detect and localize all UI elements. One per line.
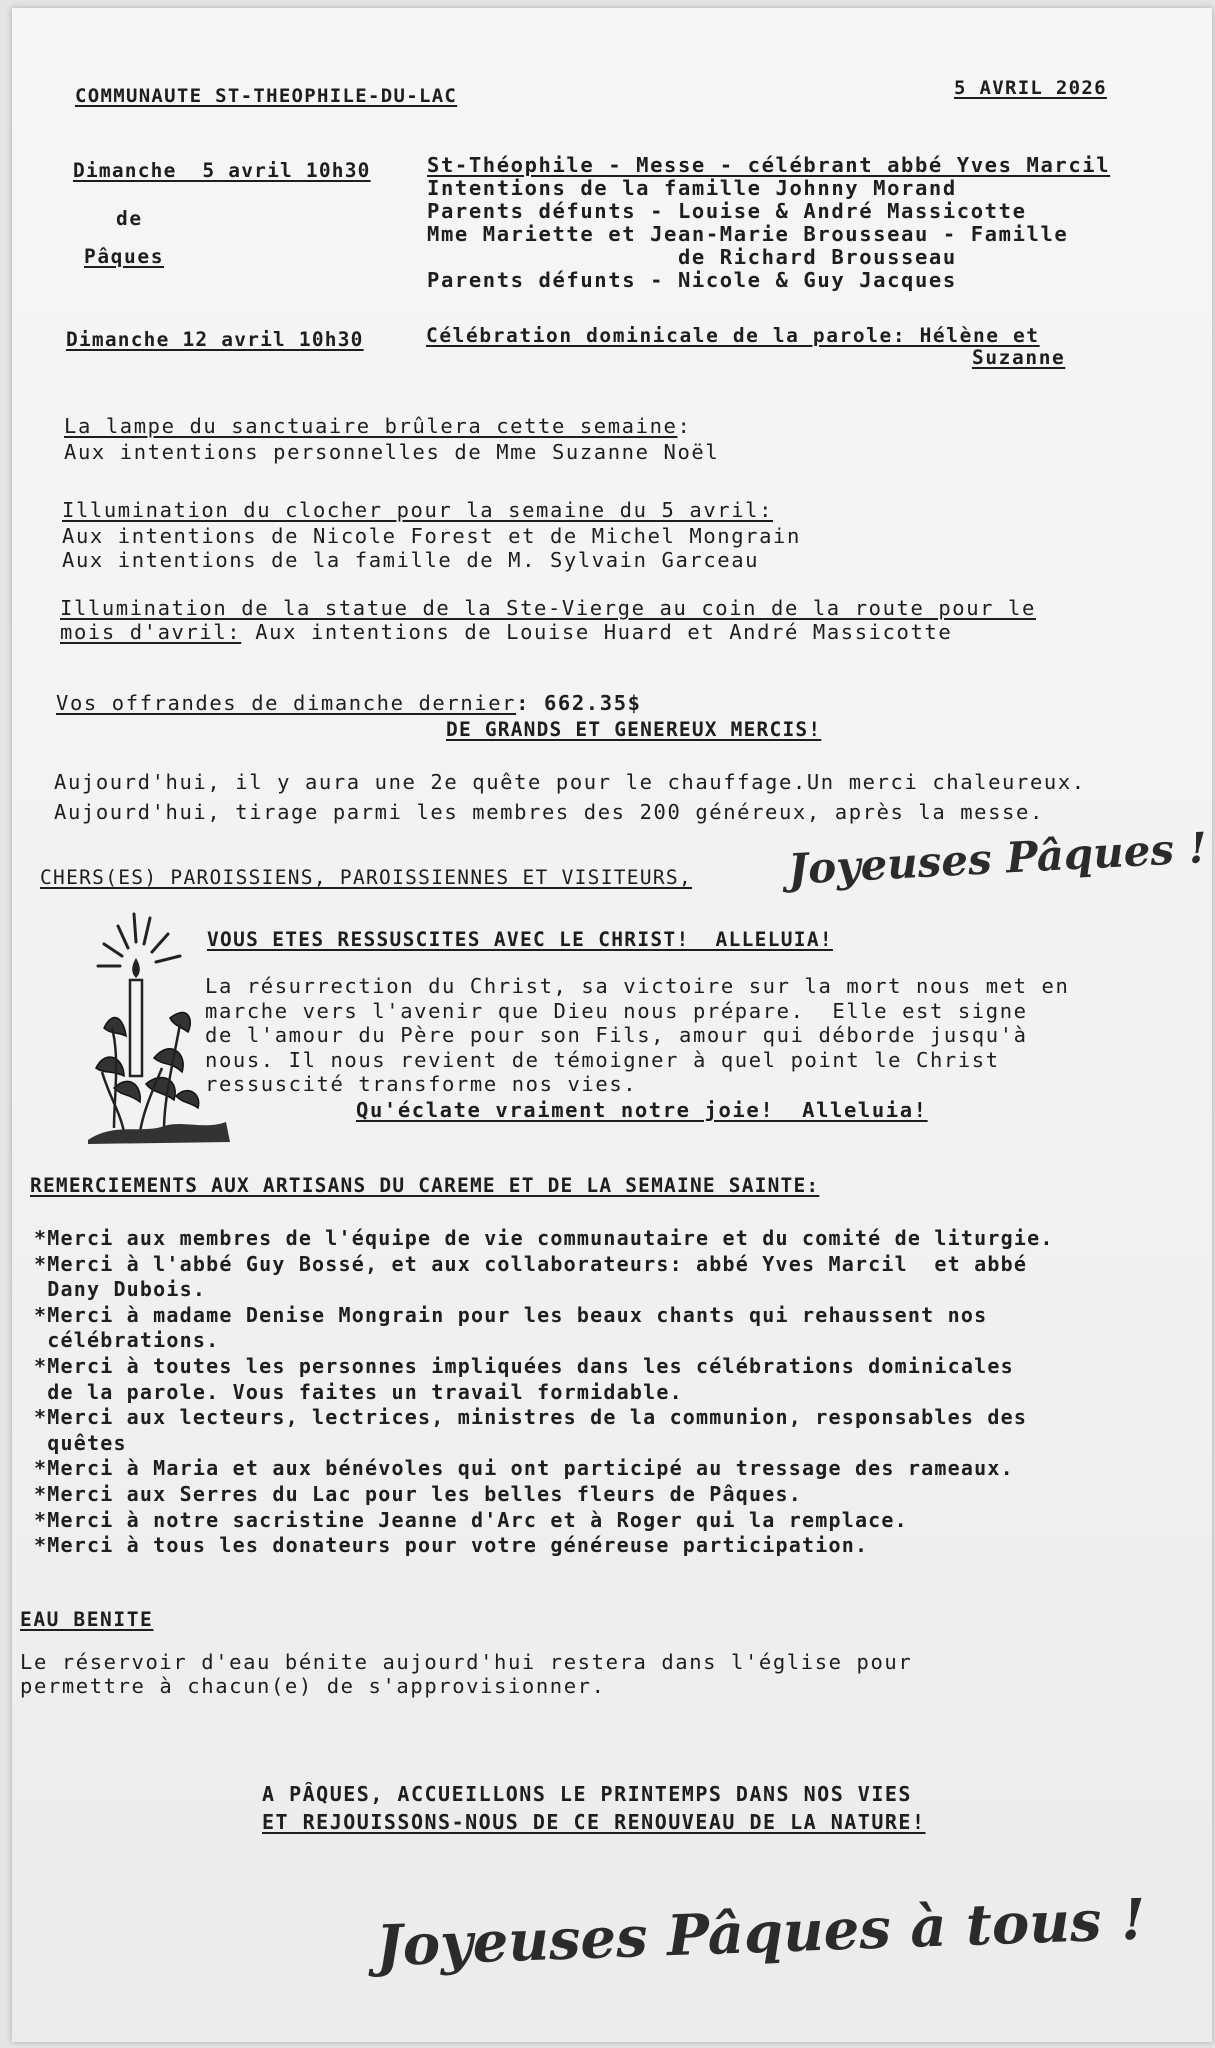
easter-line: Intentions de la famille Johnny Morand [427, 176, 957, 200]
lamp-colon: : [677, 414, 692, 438]
easter-de: de [116, 207, 143, 230]
bell-tower-title: Illumination du clocher pour la semaine du 5 avril: [62, 498, 774, 522]
thanks-item: Dany Dubois. [34, 1277, 207, 1302]
thanks-list [34, 1226, 1054, 1559]
easter-paques: Pâques [84, 245, 165, 268]
community-name: COMMUNAUTE ST-THEOPHILE-DU-LAC [75, 85, 458, 107]
next-sunday-text-1: Célébration dominicale de la parole: Hélène et [426, 324, 1040, 347]
resurrection-line: La résurrection du Christ, sa victoire sur la mort nous met en [205, 974, 1070, 998]
lamp-title: La lampe du sanctuaire brûlera cette semaine [64, 414, 678, 438]
next-sunday-text-2: Suzanne [972, 346, 1066, 369]
statue-title-1: Illumination de la statue de la Ste-Vierge au coin de la route pour le [60, 596, 1036, 620]
thanks-item: *Merci à madame Denise Mongrain pour les beaux chants qui rehaussent nos [34, 1302, 988, 1327]
easter-line: St-Théophile - Messe - célébrant abbé Yves Marcil [427, 153, 1111, 177]
thanks-item: *Merci à tous les donateurs pour votre généreuse participation. [34, 1533, 869, 1558]
thanks-item: *Merci à toutes les personnes impliquées dans les célébrations dominicales [34, 1353, 1014, 1378]
resurrection-line: ressuscité transforme nos vies. [205, 1072, 638, 1096]
spring-line-2: ET REJOUISSONS-NOUS DE CE RENOUVEAU DE LA NATURE! [262, 1810, 926, 1834]
thanks-item: de la parole. Vous faites un travail formidable. [34, 1379, 683, 1404]
announcement: Aujourd'hui, tirage parmi les membres des 200 généreux, après la messe. [54, 800, 1044, 824]
easter-line: Parents défunts - Nicole & Guy Jacques [427, 268, 957, 292]
spring-line-1: A PÂQUES, ACCUEILLONS LE PRINTEMPS DANS NOS VIES [262, 1782, 912, 1806]
offerings-row [56, 691, 642, 715]
resurrection-line: de l'amour du Père pour son Fils, amour qui déborde jusqu'à [205, 1023, 1028, 1047]
thanks-title: REMERCIEMENTS AUX ARTISANS DU CAREME ET DE LA SEMAINE SAINTE: [30, 1174, 820, 1197]
lamp-text: Aux intentions personnelles de Mme Suzanne Noël [64, 440, 720, 464]
thanks-item: *Merci aux Serres du Lac pour les belles fleurs de Pâques. [34, 1481, 802, 1506]
statue-title-2: mois d'avril: [60, 620, 242, 644]
holy-water-title: EAU BENITE [20, 1608, 154, 1631]
resurrection-title: VOUS ETES RESSUSCITES AVEC LE CHRIST! ALLELUIA! [207, 928, 833, 951]
statue-row [60, 620, 952, 644]
thanks-item: *Merci aux lecteurs, lectrices, ministres de la communion, responsables des [34, 1405, 1028, 1430]
resurrection-line: marche vers l'avenir que Dieu nous prépare. Elle est signe [205, 998, 1028, 1023]
easter-line: Mme Mariette et Jean-Marie Brousseau - Famille [427, 222, 1069, 246]
thanks-item: quêtes [34, 1430, 127, 1455]
lamp-title-row [64, 414, 691, 438]
easter-mass-details [427, 154, 1110, 292]
bulletin-date: 5 AVRIL 2026 [954, 77, 1107, 99]
footer-script: Joyeuses Pâques à tous ! [375, 1886, 1147, 1980]
holy-water-line: permettre à chacun(e) de s'approvisionner. [20, 1674, 606, 1698]
resurrection-closing: Qu'éclate vraiment notre joie! Alleluia! [356, 1098, 928, 1122]
statue-text: Aux intentions de Louise Huard et André Massicotte [241, 620, 953, 644]
thanks-item: célébrations. [34, 1328, 220, 1353]
holy-water-line: Le réservoir d'eau bénite aujourd'hui restera dans l'église pour [20, 1650, 913, 1674]
offerings-amount: : 662.35$ [516, 691, 642, 715]
resurrection-line: nous. Il nous revient de témoigner à quel point le Christ [205, 1047, 1000, 1072]
offerings-label: Vos offrandes de dimanche dernier [56, 691, 517, 715]
resurrection-text [205, 974, 1069, 1097]
easter-date: Dimanche 5 avril 10h30 [73, 159, 371, 182]
bell-tower-line: Aux intentions de Nicole Forest et de Michel Mongrain [62, 524, 801, 548]
easter-line: de Richard Brousseau [427, 245, 957, 269]
greeting-script: Joyeuses Pâques ! [787, 823, 1209, 894]
thanks-item: *Merci à Maria et aux bénévoles qui ont participé au tressage des rameaux. [34, 1456, 1014, 1481]
offerings-thanks: DE GRANDS ET GENEREUX MERCIS! [446, 718, 822, 741]
next-sunday-date: Dimanche 12 avril 10h30 [66, 328, 364, 351]
greeting-text: CHERS(ES) PAROISSIENS, PAROISSIENNES ET VISITEURS, [40, 866, 692, 889]
bulletin-page [12, 8, 1212, 2042]
thanks-item: *Merci à l'abbé Guy Bossé, et aux collaborateurs: abbé Yves Marcil et abbé [34, 1251, 1028, 1276]
bell-tower-line: Aux intentions de la famille de M. Sylvain Garceau [62, 548, 760, 572]
easter-line: Parents défunts - Louise & André Massicotte [427, 199, 1027, 223]
thanks-item: *Merci à notre sacristine Jeanne d'Arc et à Roger qui la remplace. [34, 1507, 908, 1532]
announcement: Aujourd'hui, il y aura une 2e quête pour le chauffage.Un merci chaleureux. [54, 770, 1086, 794]
thanks-item: *Merci aux membres de l'équipe de vie communautaire et du comité de liturgie. [34, 1226, 1054, 1250]
